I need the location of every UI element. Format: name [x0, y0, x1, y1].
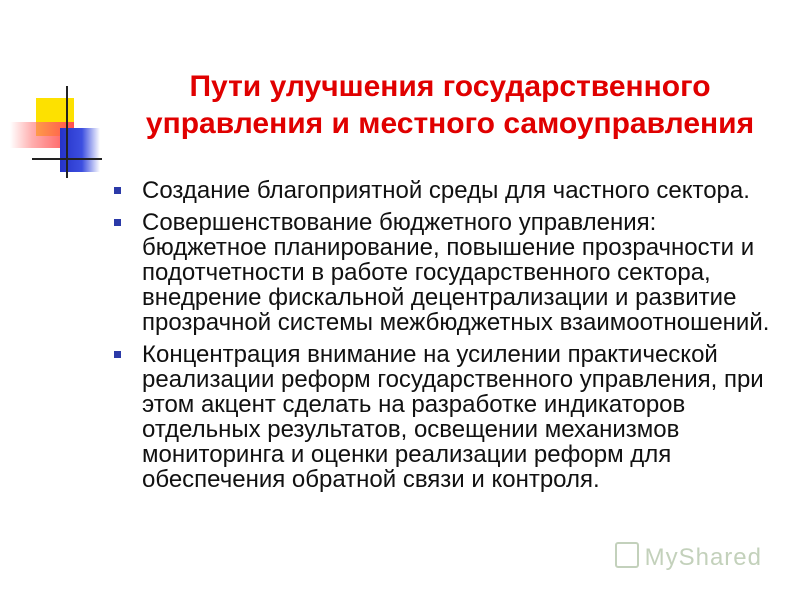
bullet-item-private-sector [112, 178, 782, 203]
bullet-text: Совершенствование бюджетного управления: бюджетное планирование, повышение прозрачности и подотчетности в работе государственного сектора, внедрение фискальной децентрализации и развитие прозрачной системы межбюджетных взаимоотношений. [142, 209, 770, 336]
slide-title [120, 68, 780, 142]
bullet-list [112, 178, 782, 492]
bullet-square-icon [114, 219, 121, 226]
watermark [615, 542, 762, 572]
bullet-text: Создание благоприятной среды для частного сектора. [142, 177, 750, 204]
decorative-corner-graphic [0, 0, 120, 190]
bullet-square-icon [114, 351, 121, 358]
bullet-text: Концентрация внимание на усилении практической реализации реформ государственного управления, при этом акцент сделать на разработке индикаторов отдельных результатов, освещении механизмов мониторинга и оценки реализации реформ для обеспечения обратной связи и контроля. [142, 341, 764, 493]
bullet-list-container [112, 178, 782, 499]
title-line-2: управления и местного самоуправления [145, 107, 755, 140]
title-line-1: Пути улучшения государственного [189, 70, 711, 103]
presentation-icon [615, 542, 639, 568]
bullet-item-reform-implementation [112, 342, 782, 492]
bullet-item-budget-management [112, 210, 782, 335]
bullet-square-icon [114, 187, 121, 194]
horizontal-line [32, 158, 102, 160]
watermark-text: MyShared [644, 544, 762, 571]
vertical-line [66, 86, 68, 178]
